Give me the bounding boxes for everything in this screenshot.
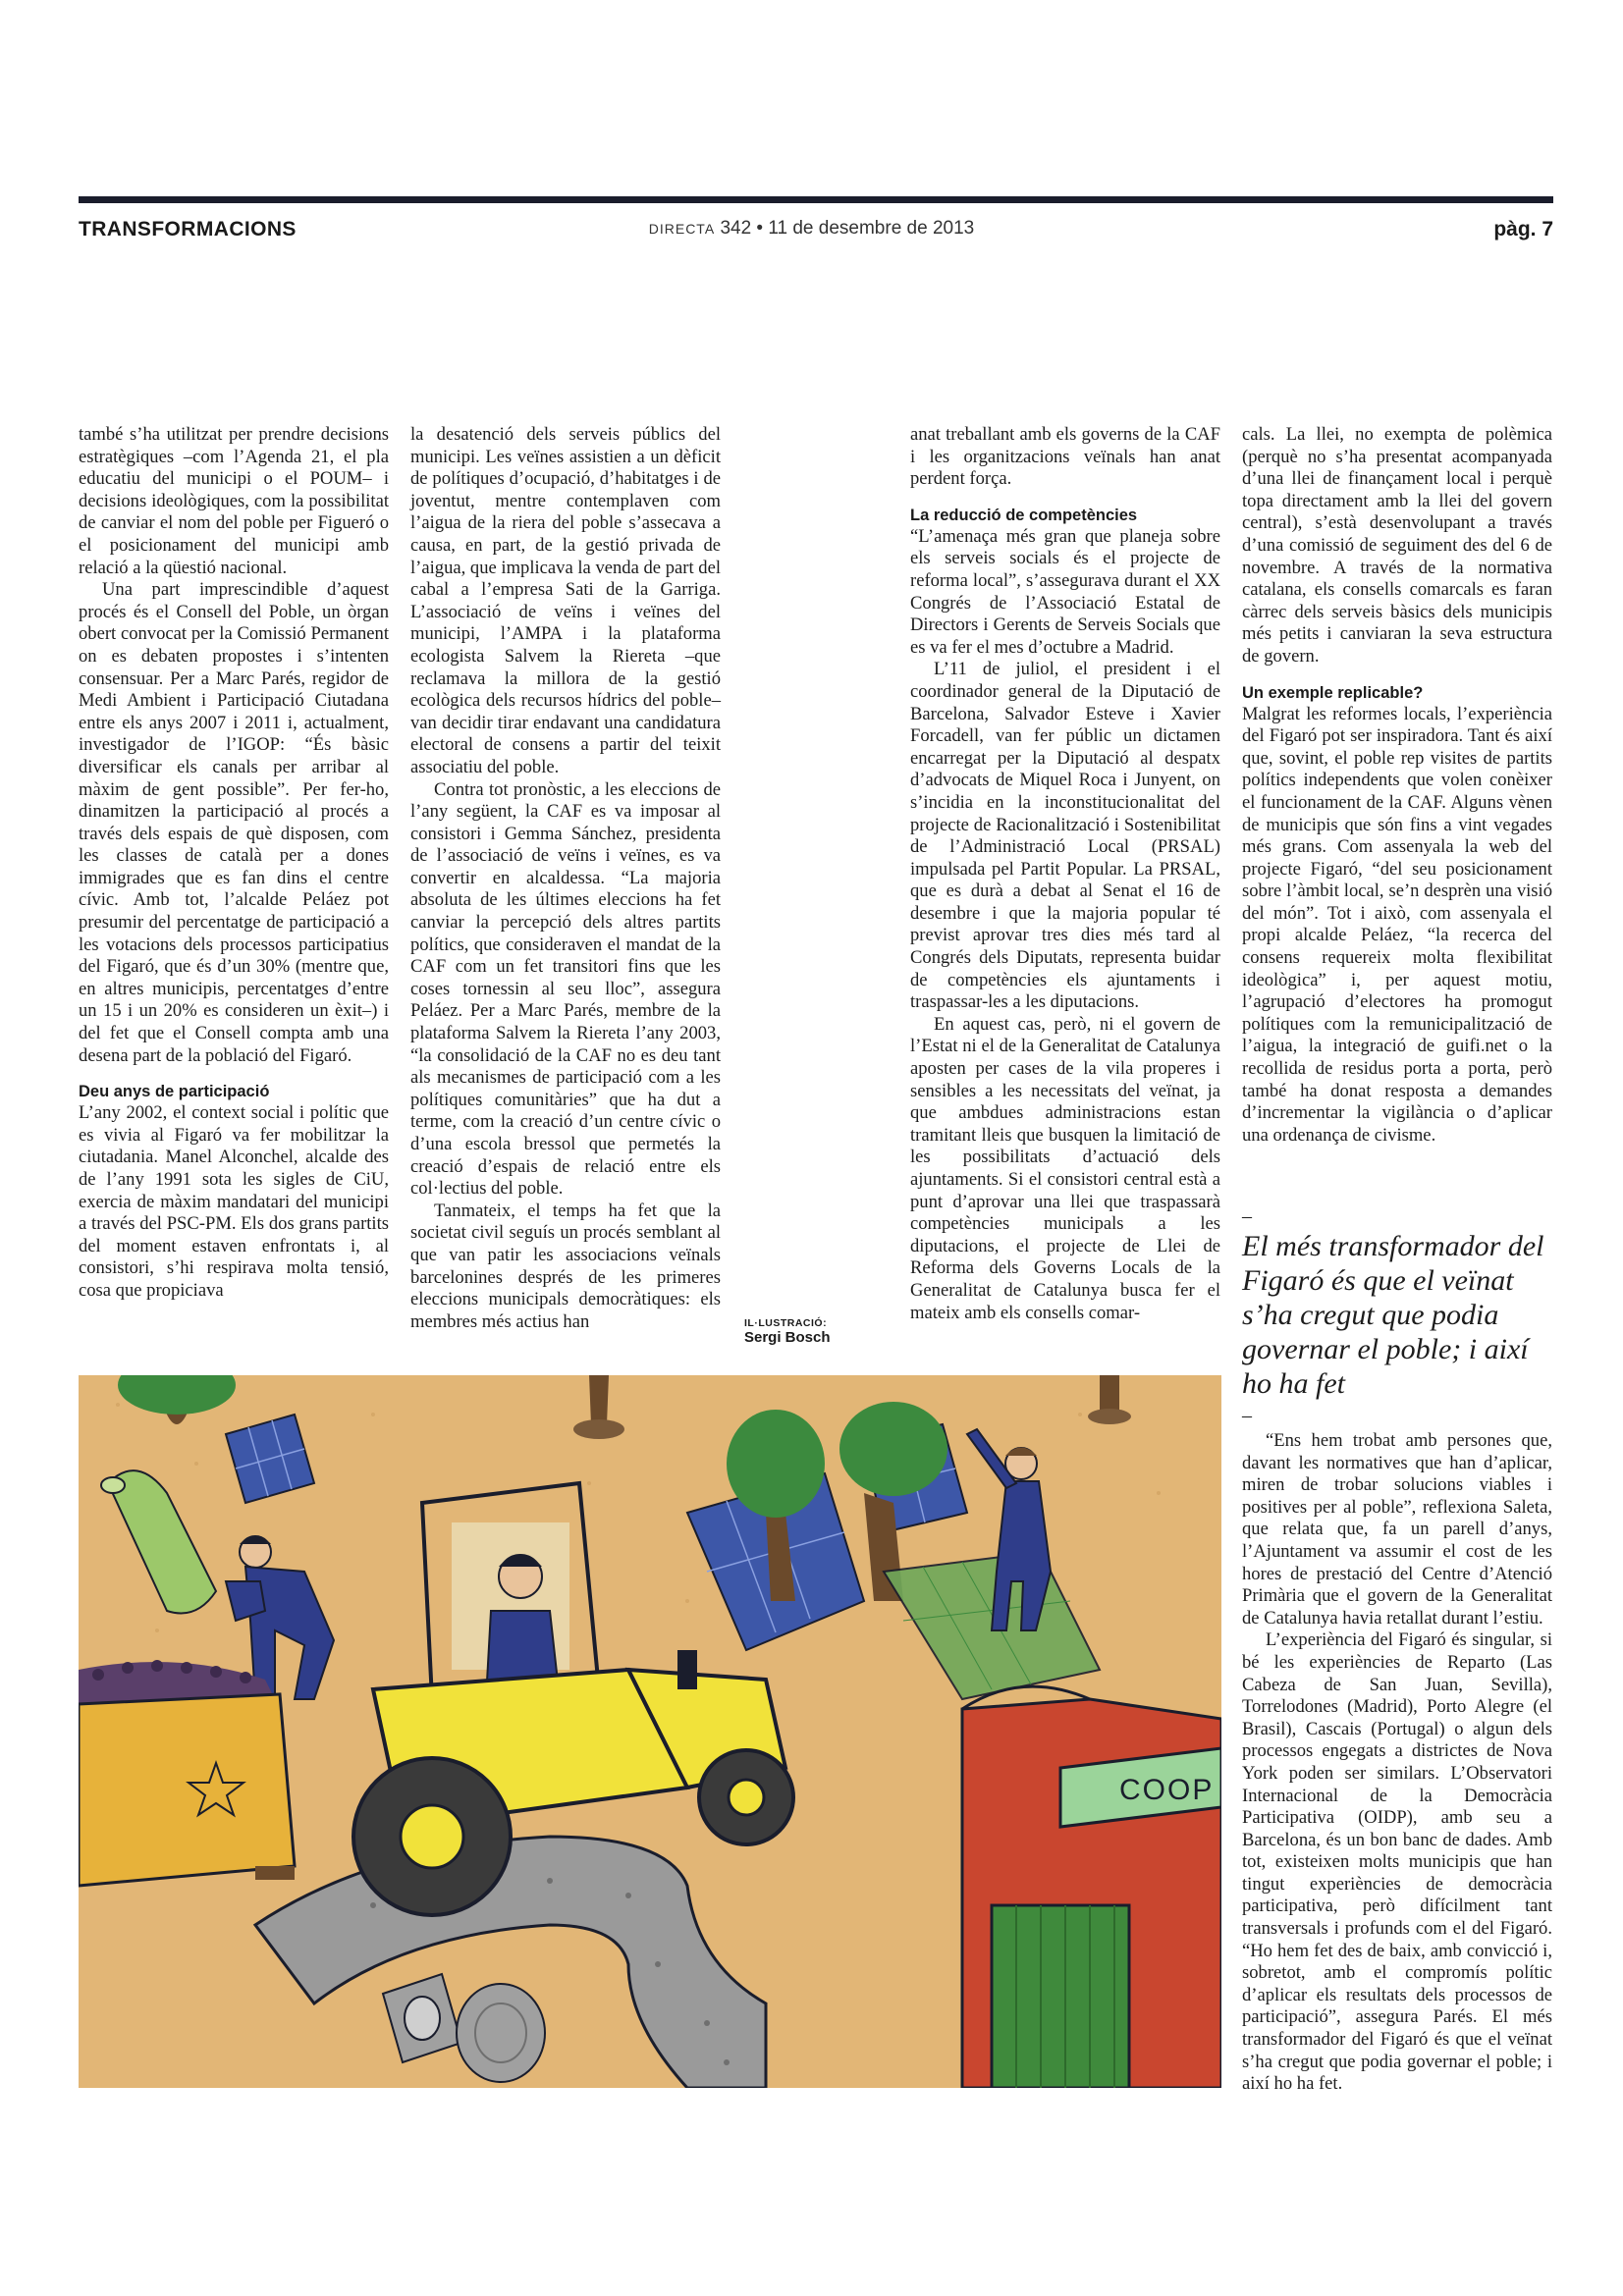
paragraph: “Ens hem trobat amb persones que, davant les normatives que han d’aplicar, miren de trobar solucions viables i positives per al poble”, reflexiona Saleta, que relata que, fa un parell d’anys, l’Ajuntament va assumir el cost de les hores de prestació del Centre d’Atenció Primària que el govern de la Generalitat de Catalunya havia retallat durant l’estiu. xyxy=(1242,1430,1552,1629)
article-column-5 xyxy=(1242,1430,1552,2096)
illustration-credit xyxy=(744,1317,831,1346)
credit-name: Sergi Bosch xyxy=(744,1329,831,1346)
subheading: Un exemple replicable? xyxy=(1242,683,1424,702)
paragraph: Tanmateix, el temps ha fet que la societat civil seguís un procés semblant al que van patir les associacions veïnals barcelonines després de les primeres eleccions municipals democràtiques: els membres més actius han xyxy=(410,1200,721,1332)
pull-quote-dash: – xyxy=(1242,1205,1252,1227)
building-door xyxy=(992,1905,1129,2088)
paragraph: Una part imprescindible d’aquest procés és el Consell del Poble, un òrgan obert convocat per la Comissió Permanent on es debaten propostes i s’intenten consensuar. Per a Marc Parés, regidor de Medi Ambient i Participació Ciutadana entre els anys 2007 i 2011 i, actualment, investigador de l’IGOP: “És bàsic diversificar els canals per arribar al màxim de gent possible”. Per fer-ho, dinamitzen la participació al procés a través dels espais de què disposen, com les classes de català per a dones immigrades que es fan dins el centre cívic. Amb tot, l’alcalde Peláez pot presumir del percentatge de participació a les votacions dels processos participatius del Figaró, que és d’un 30% (mentre que, en altres municipis, percentatges d’entre un 15 i un 20% es consideren un èxit–) i del fet que el Consell compta amb una desena part de la població del Figaró. xyxy=(79,579,389,1066)
article-column-4 xyxy=(1242,424,1552,1147)
hay-bale-icon xyxy=(457,1984,545,2082)
subheading: Deu anys de participació xyxy=(79,1083,270,1101)
issue-date: 342 • 11 de desembre de 2013 xyxy=(720,218,975,239)
header-rule xyxy=(79,196,1553,203)
pull-quote xyxy=(1242,1207,1552,1424)
paragraph: En aquest cas, però, ni el govern de l’Estat ni el de la Generalitat de Catalunya aposten per cases de la vila properes i sensibles a les necessitats del veïnat, ja que ambdues administracions estan tramitant lleis que busquen la limitació de les possibilitats d’actuació dels ajuntaments. Si el consistori central està a punt d’aprovar una llei que traspassarà competències municipals a les diputacions, el projecte de Llei de Reforma dels Governs Locals de la Generalitat de Catalunya busca fer el mateix amb els consells comar- xyxy=(910,1013,1220,1323)
paragraph: la desatenció dels serveis públics del municipi. Les veïnes assistien a un dèficit de polítiques d’ocupació, d’habitatges i de joventut, mentre contemplaven com l’aigua de la riera del poble s’assecava a causa, en part, de la gestió privada de l’aigua, que implicava la venda de part del cabal a l’empresa Sati de la Garriga. L’associació de veïns i veïnes del municipi, l’AMPA i la plataforma ecologista Salvem la Riereta –que reclamava la millora de la gestió ecològica dels recursos hídrics del poble– van decidir tirar endavant una candidatura electoral de consens a partir del teixit associatiu del poble. xyxy=(410,424,721,777)
illustration-drawing xyxy=(79,1375,1221,2088)
illustration xyxy=(79,1375,1221,2088)
article-column-1 xyxy=(79,424,389,1303)
section-title: TRANSFORMACIONS xyxy=(79,218,297,240)
pull-quote-text: El més transformador del Figaró és que el veïnat s’ha cregut que podia governar el poble; i així ho ha fet xyxy=(1242,1230,1544,1400)
paragraph: Contra tot pronòstic, a les eleccions de l’any següent, la CAF es va imposar al consistori i Gemma Sánchez, presidenta de l’associació de veïns i veïnes, es va convertir en alcaldessa. “La majoria absoluta de les últimes eleccions ha fet canviar la percepció dels altres partits polítics, que consideraven el mandat de la CAF com un fet transitori fins que les coses tornessin al seu lloc”, assegura Peláez. Per a Marc Parés, membre de la plataforma Salvem la Riereta l’any 2003, “la consolidació de la CAF no es deu tant als mecanismes de participació com a les polítiques comunitàries” que ha dut a terme, com la creació d’un centre cívic o d’una escola bressol que permetés la creació d’espais de relació entre els col·lectius del poble. xyxy=(410,778,721,1200)
credit-label: IL·LUSTRACIÓ: xyxy=(744,1317,828,1329)
paragraph: Malgrat les reformes locals, l’experiència del Figaró pot ser inspiradora. Tant és així que, sovint, el poble rep visites de partits polítics independents que volen conèixer el funcionament de la CAF. Alguns vènen de municipis que són fins a vint vegades més grans. Com assenyala la web del projecte Figaró, “del seu posicionament sobre l’àmbit local, se’n desprèn una visió del món”. Tot i això, com assenyala el propi alcalde Peláez, “la recerca del consens requereix molta flexibilitat ideològica” i, per aquest motiu, l’agrupació d’electores ha promogut polítiques com la remunicipalització de l’aigua, la integració de guifi.net o la recollida de residus porta a porta, però també ha donat resposta a demandes d’incrementar la vigilància o d’aplicar una ordenança de civisme. xyxy=(1242,703,1552,1146)
article-column-2 xyxy=(410,424,721,1333)
paragraph: L’11 de juliol, el president i el coordinador general de la Diputació de Barcelona, Salvador Esteve i Xavier Forcadell, van fer públic un dictamen encarregat per la Diputació al despatx d’advocats de Miquel Roca i Junyent, on s’incidia en la inconstitucionalitat del projecte de Racionalització i Sostenibilitat de l’Administració Local (PRSAL) impulsada pel Partit Popular. La PRSAL, que es durà a debat al Senat el 16 de desembre i que la majoria popular té previst aprovar tres dies més tard al Congrés dels Diputats, representa buidar de competències els ajuntaments i traspassar-les a les diputacions. xyxy=(910,659,1220,1013)
paragraph: també s’ha utilitzat per prendre decisions estratègiques –com l’Agenda 21, el pla educatiu del municipi o el POUM– i decisions ideològiques, com la possibilitat de canviar el nom del poble per Figueró o el posicionament del municipi amb relació a la qüestió nacional. xyxy=(79,424,389,578)
page-number: pàg. 7 xyxy=(1493,218,1553,240)
coop-sign-text: COOP xyxy=(1119,1774,1215,1806)
paragraph: L’any 2002, el context social i polític que es vivia al Figaró va fer mobilitzar la ciutadania. Manel Alconchel, alcalde des de l’any 1991 sota les sigles de CiU, exercia de màxim mandatari del municipi a través del PSC-PM. Els dos grans partits del moment estaven enfrontats i, al consistori, s’hi respirava molta tensió, cosa que propiciava xyxy=(79,1102,389,1301)
subheading: La reducció de competències xyxy=(910,506,1138,524)
trailer-icon xyxy=(79,1660,295,1886)
issue-info xyxy=(0,218,1623,240)
paragraph: cals. La llei, no exempta de polèmica (perquè no s’ha presentat acompanyada d’una llei de finançament local i perquè topa directament amb la llei del govern central), s’està desenvolupant a través d’una comissió de seguiment des del 6 de novembre. A través de la normativa catalana, els consells comarcals es faran càrrec dels serveis bàsics dels municipis més petits i canviaran la seva estructura de govern. xyxy=(1242,424,1552,667)
paragraph: anat treballant amb els governs de la CAF i les organitzacions veïnals han anat perdent força. xyxy=(910,424,1220,490)
paragraph: L’experiència del Figaró és singular, si bé les experiències de Reparto (Las Cabeza de San Juan, Sevilla), Torrelodones (Madrid), Porto Alegre (el Brasil), Cascais (Portugal) o algun dels processos engegats a districtes de Nova York poden ser similars. L’Observatori Internacional de la Democràcia Participativa (OIDP), amb seu a Barcelona, és un bon banc de dades. Amb tot, existeixen molts municipis que han tingut experiències de democràcia participativa, però difícilment tant transversals i profunds com el del Figaró. “Ho hem fet des de baix, amb convicció i, sobretot, amb el compromís polític d’aplicar els resultats dels processos de participació”, assegura Parés. El més transformador del Figaró és que el veïnat s’ha cregut que podia governar el poble; i així ho ha fet. xyxy=(1242,1629,1552,2095)
publication-name: DIRECTA xyxy=(648,221,716,237)
pull-quote-dash: – xyxy=(1242,1405,1252,1426)
cooperative-building xyxy=(962,1686,1221,2088)
article-column-3 xyxy=(910,424,1220,1324)
paragraph: “L’amenaça més gran que planeja sobre els serveis socials és el projecte de reforma local”, s’assegurava durant el XX Congrés de l’Associació Estatal de Directors i Gerents de Serveis Socials que es va fer el mes d’octubre a Madrid. xyxy=(910,525,1220,658)
